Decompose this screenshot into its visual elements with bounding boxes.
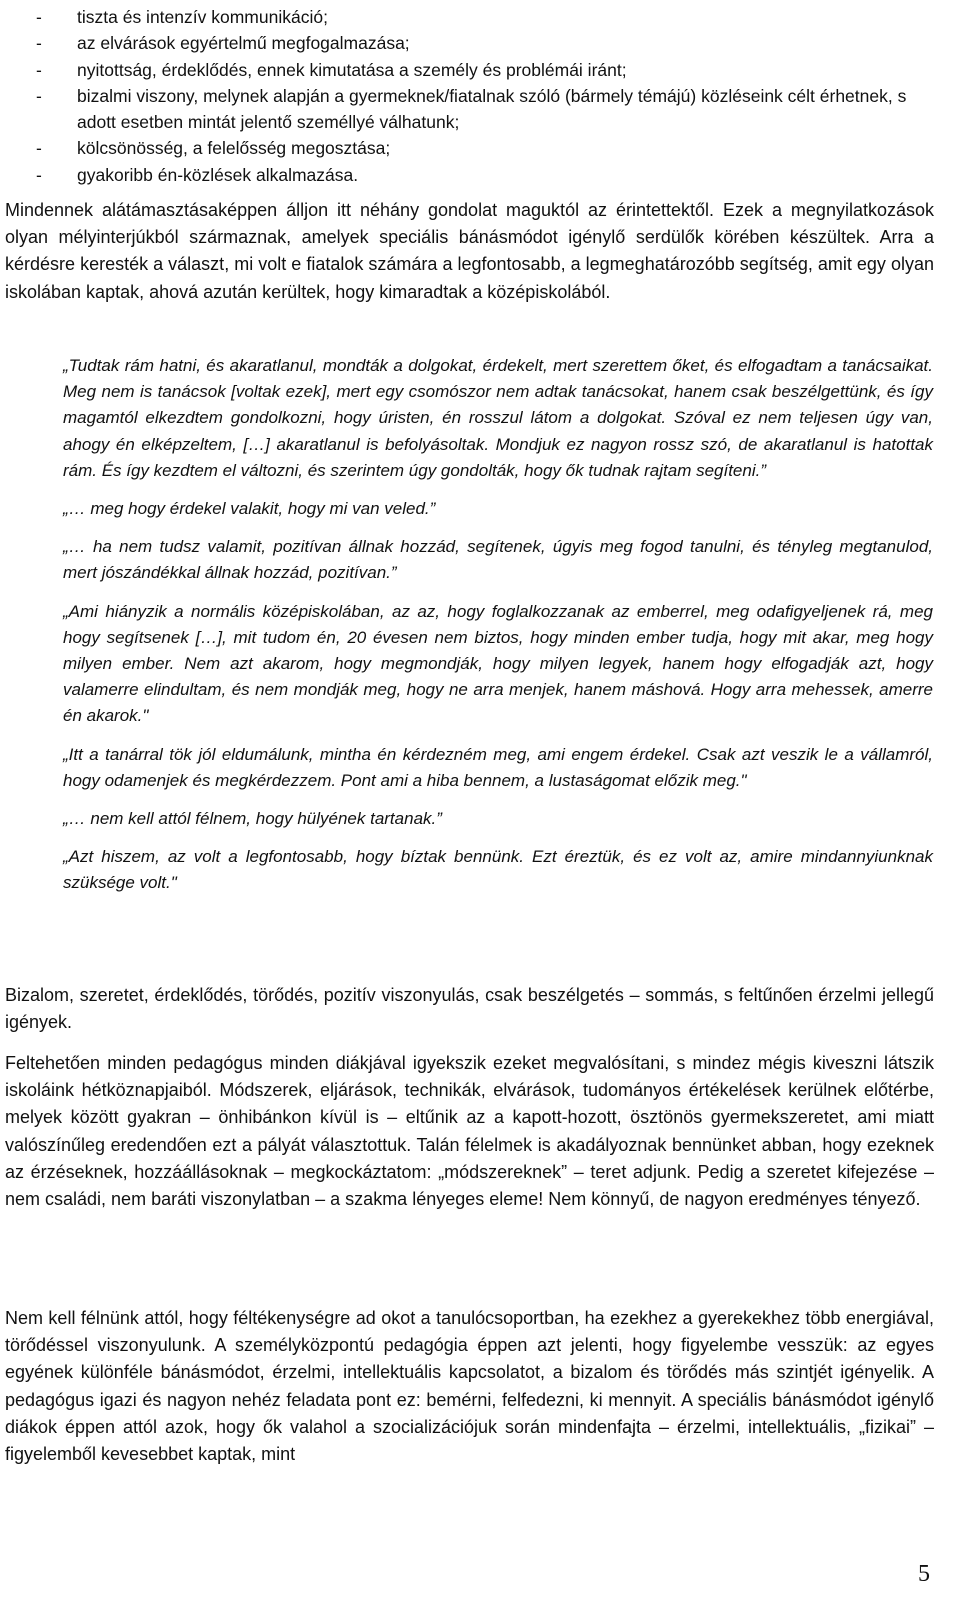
quote: „Ami hiányzik a normális középiskolában, az az, hogy foglalkozzanak az emberrel, meg odafigyeljenek rá, meg hogy segítsenek […], mit tudom én, 20 évesen nem biztos, hogy minden ember tudja, hogy mit akar, meg hogy milyen ember. Nem azt akarom, hogy megmondják, hogy milyen legyek, hanem hogy elfogadják azt, hogy valamerre elindultam, és nem mondják meg, hogy ne arra menjek, hanem máshová. Hogy arra mehessek, amerre én akarok." [63, 601, 933, 726]
list-item: - az elvárások egyértelmű megfogalmazása; [36, 30, 936, 56]
bullet-dash: - [36, 33, 42, 54]
final-paragraph: Nem kell félnünk attól, hogy féltékenységre ad okot a tanulócsoportban, ha ezekhez a gyerekekhez több energiával, törődéssel viszonyulunk. A személyközpontú pedagógia éppen azt jelenti, hogy figyelembe vesszük: az egyes egyének különféle bánásmódot, érzelmi, intellektuális kapcsolatot, a bizalom és törődés más szintjét igényelik. A pedagógus igazi és nagyon nehéz feladata pont ez: bemérni, felfedezni, ki mennyit. A speciális bánásmódot igénylő diákok éppen attól azok, hogy ők valahol a szocializációjuk során mindenfajta – érzelmi, intellektuális, „fizikai” – figyelemből kevesebbet kaptak, mint [5, 1308, 934, 1465]
summary-paragraph: Bizalom, szeretet, érdeklődés, törődés, pozitív viszonyulás, csak beszélgetés – sommás, s feltűnően érzelmi jellegű igények. [5, 985, 934, 1033]
interview-quotes [63, 353, 933, 909]
bullet-dash: - [36, 85, 42, 106]
quote: „Tudtak rám hatni, és akaratlanul, mondták a dolgokat, érdekelt, mert szerettem őket, és elfogadtam a tanácsaikat. Meg nem is tanácsok [voltak ezek], mert egy csomószor nem adtak tanácsokat, hanem csak beszélgettünk, és így magamtól elkezdtem gondolkozni, hogy úristen, én rosszul látom a dolgokat. Szóval ez nem teljesen úgy van, ahogy én elképzeltem, […] akaratlanul is befolyásoltak. Mondjuk ez nagyon rossz szó, de akaratlanul is hatottak rám. És így kezdtem el változni, és szerintem úgy gondolták, hogy ők tudnak rajtam segíteni.” [63, 356, 933, 480]
list-item: - gyakoribb én-közlések alkalmazása. [36, 162, 936, 188]
list-item: - nyitottság, érdeklődés, ennek kimutatása a személy és problémái iránt; [36, 57, 936, 83]
bullet-list [36, 4, 936, 188]
bullet-dash: - [36, 138, 42, 159]
bullet-dash: - [36, 7, 42, 27]
list-item: - kölcsönösség, a felelősség megosztása; [36, 135, 936, 161]
list-item: - tiszta és intenzív kommunikáció; [36, 4, 936, 30]
pedagogy-paragraph: Feltehetően minden pedagógus minden diákjával igyekszik ezeket megvalósítani, s mindez mégis kiveszni látszik iskoláink hétköznapjaiból. Módszerek, eljárások, technikák, elvárások, tudományos értékelések kerülnek előtérbe, melyek között gyakran – önhibánkon kívül is – eltűnik az a kapott-hozott, ösztönös gyermekszeretet, ami miatt valószínűleg eredendően ezt a pályát választottuk. Talán félelmek is akadályoznak bennünket abban, hogy ezeknek az érzéseknek, hozzáállásoknak – megkockáztatom: „módszereknek” – teret adjunk. Pedig a szeretet kifejezése – nem családi, nem baráti viszonylatban – a szakma lényeges eleme! Nem könnyű, de nagyon eredményes tényező. [5, 1053, 934, 1210]
intro-paragraph: Mindennek alátámasztásaképpen álljon itt néhány gondolat maguktól az érintettektől. Ezek a megnyilatkozások olyan mélyinterjúkból származnak, amelyek speciális bánásmódot igénylő serdülők körében készültek. Arra a kérdésre keresték a választ, mi volt e fiatalok számára a legfontosabb, a legmeghatározóbb segítség, amit egy olyan iskolában kaptak, ahová azután kerültek, hogy kimaradtak a középiskolából. [5, 200, 934, 302]
bullet-dash: - [36, 59, 42, 80]
quote: „… ha nem tudsz valamit, pozitívan állnak hozzád, segítenek, úgyis meg fogod tanulni, és tényleg megtanulod, mert jószándékkal állnak hozzád, pozitívan.” [63, 537, 933, 583]
bullet-dash: - [36, 164, 42, 185]
quote: „… meg hogy érdekel valakit, hogy mi van veled.” [63, 499, 436, 519]
page-number: 5 [918, 1561, 930, 1587]
quote: „… nem kell attól félnem, hogy hülyének tartanak.” [63, 809, 442, 829]
quote: „Azt hiszem, az volt a legfontosabb, hogy bíztak bennünk. Ezt éreztük, és ez volt az, amire mindannyiunknak szüksége volt." [63, 847, 933, 893]
quote: „Itt a tanárral tök jól eldumálunk, mintha én kérdezném meg, ami engem érdekel. Csak azt veszik le a vállamról, hogy odamenjek és megkérdezzem. Pont ami a hiba bennem, a lustaságomat előzik meg." [63, 744, 933, 790]
list-item: - bizalmi viszony, melynek alapján a gyermeknek/fiatalnak szóló (bármely témájú) közléseink célt érhetnek, s adott esetben mintát jelentő személlyé válhatunk; [36, 83, 936, 136]
